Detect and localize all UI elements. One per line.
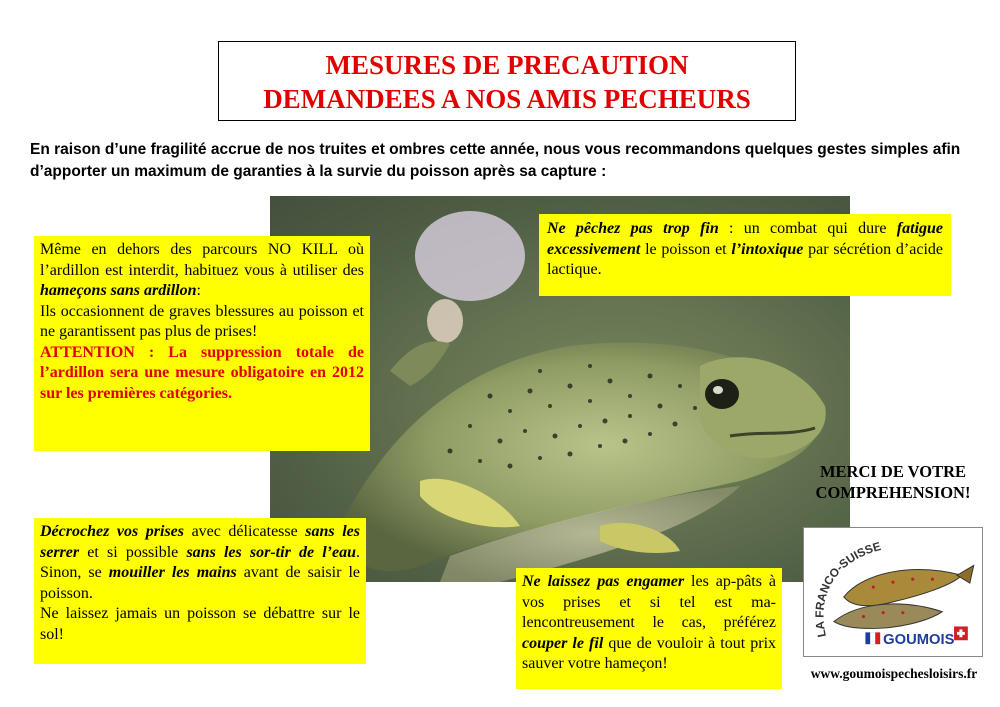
box2-emphasis-1: Ne pêchez pas trop fin (547, 220, 719, 237)
box-barbless-hooks (34, 236, 370, 451)
box4-emphasis-2: couper le fil (522, 634, 604, 652)
box1-warning: ATTENTION : La suppression totale de l’ardillon sera une mesure obligatoire en 2012 sur les premières catégories. (40, 343, 364, 402)
box-swallowed-bait (516, 568, 782, 689)
thanks-line-1: MERCI DE VOTRE (819, 462, 967, 481)
box3-text-4: avant de saisir le poisson. (40, 564, 361, 602)
logo-arc-text: LA FRANCO-SUISSE (812, 539, 883, 639)
box2-text-2: le poisson et (640, 240, 732, 258)
box3-emphasis-3: sans les sor-tir de l’eau (186, 543, 356, 561)
box2-emphasis-3: l’intoxique (731, 240, 804, 258)
box1-paragraph-2: Ils occasionnent de graves blessures au poisson et ne garantissent pas plus de prises! (40, 302, 364, 340)
thanks-message (798, 461, 988, 503)
box4-text-1: les ap-pâts à vos prises et si tel est ma-lencontreusement le cas, préférez (522, 573, 777, 631)
title-line-2: DEMANDEES A NOS AMIS PECHEURS (263, 84, 751, 114)
title-box (218, 41, 796, 121)
box1-emphasis: hameçons sans ardillon (40, 282, 197, 299)
box2-emphasis-2: fatigue excessivement (547, 220, 944, 258)
box3-emphasis-1: Décrochez vos prises (40, 523, 184, 540)
box3-text-2: et si possible (79, 543, 187, 561)
box3-emphasis-4: mouiller les mains (108, 564, 237, 581)
thanks-line-2: COMPREHENSION! (815, 483, 971, 502)
box3-text-3: . Sinon, se (40, 543, 360, 581)
box2-text-1: : un combat qui dure (718, 220, 897, 237)
logo-graphic (804, 528, 982, 656)
box-line-strength (539, 214, 951, 296)
box4-text-2: que de vouloir à tout prix sauver votre hameçon! (522, 634, 777, 672)
title-line-1: MESURES DE PRECAUTION (325, 50, 689, 80)
website-url[interactable]: www.goumoispechesloisirs.fr (810, 666, 978, 681)
box1-text-a: Même en dehors des parcours NO KILL où l’ardillon est interdit, habituez vous à utiliser des (40, 241, 364, 279)
box1-text-b: : (196, 282, 201, 299)
box3-text-1: avec délicatesse (184, 523, 306, 540)
club-logo (803, 527, 983, 657)
intro-text: En raison d’une fragilité accrue de nos truites et ombres cette année, nous vous recommandons quelques gestes simples afin d’apporter un maximum de garanties à la survie du poisson après sa capture : (30, 141, 961, 180)
box2-text-3: par sécrétion d’acide lactique. (547, 240, 943, 278)
box3-emphasis-2: sans les serrer (40, 523, 360, 561)
box3-paragraph-2: Ne laissez jamais un poisson se débattre sur le sol! (40, 605, 360, 643)
logo-name: GOUMOIS (883, 632, 955, 649)
box4-emphasis-1: Ne laissez pas engamer (522, 573, 685, 590)
box-unhooking (34, 518, 366, 664)
